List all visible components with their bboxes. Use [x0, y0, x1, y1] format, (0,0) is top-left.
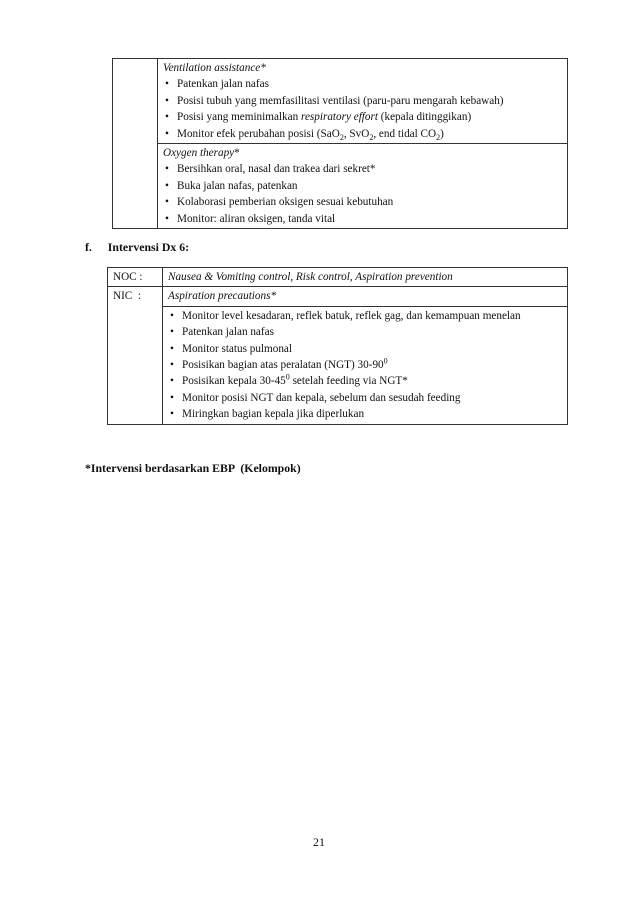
list-item: • Patenkan jalan nafas: [163, 76, 562, 92]
oxygen-list: [163, 161, 562, 227]
ventilation-list: [163, 76, 562, 142]
oxygen-cell: [158, 144, 568, 229]
list-item: • Posisikan kepala $30-45^0$ setelah feeding via NGT*: [168, 373, 562, 389]
noc-label: NOC :: [108, 268, 163, 287]
section-f-label: f.: [85, 240, 92, 254]
noc-value: Nausea & Vomiting control, Risk control, Aspiration prevention: [163, 268, 568, 287]
list-item: • Buka jalan nafas, patenkan: [163, 178, 562, 194]
list-item: • Posisikan bagian atas peralatan (NGT) $30-90^0$: [168, 357, 562, 373]
section-f-heading: [85, 240, 189, 255]
list-item: • Monitor posisi NGT dan kepala, sebelum dan sesudah feeding: [168, 390, 562, 406]
list-item: • Kolaborasi pemberian oksigen sesuai kebutuhan: [163, 194, 562, 210]
list-item: • Monitor status pulmonal: [168, 341, 562, 357]
ventilation-heading: Ventilation assistance*: [163, 62, 266, 74]
nic-list: [168, 308, 562, 423]
section-f-title: Intervensi Dx 6:: [107, 240, 190, 254]
list-item: • Bersihkan oral, nasal dan trakea dari sekret*: [163, 161, 562, 177]
nic-items-cell: [163, 306, 568, 424]
list-item: • Miringkan bagian kepala jika diperlukan: [168, 406, 562, 422]
continuation-table: [112, 58, 568, 229]
oxygen-heading: Oxygen therapy*: [163, 147, 240, 160]
list-item: • Posisi yang meminimalkan respiratory effort (kepala ditinggikan): [163, 109, 562, 125]
list-item: • Posisi tubuh yang memfasilitasi ventilasi (paru-paru mengarah kebawah): [163, 93, 562, 109]
footnote: *Intervensi berdasarkan EBP (Kelompok): [85, 461, 301, 475]
list-item: • Monitor efek perubahan posisi (SaO$_2$, SvO$_2$, end tidal $CO_2$): [163, 126, 562, 142]
list-item: • Monitor level kesadaran, reflek batuk, reflek gag, dan kemampuan menelan: [168, 308, 562, 324]
list-item: • Patenkan jalan nafas: [168, 324, 562, 340]
list-item: • Monitor: aliran oksigen, tanda vital: [163, 211, 562, 227]
page-number: 21: [313, 835, 325, 849]
intervention-table: [107, 267, 568, 425]
nic-heading: Aspiration precautions*: [163, 287, 568, 306]
nic-label: NIC :: [108, 287, 163, 424]
ventilation-cell: [158, 59, 568, 144]
empty-left-cell: [113, 59, 158, 229]
